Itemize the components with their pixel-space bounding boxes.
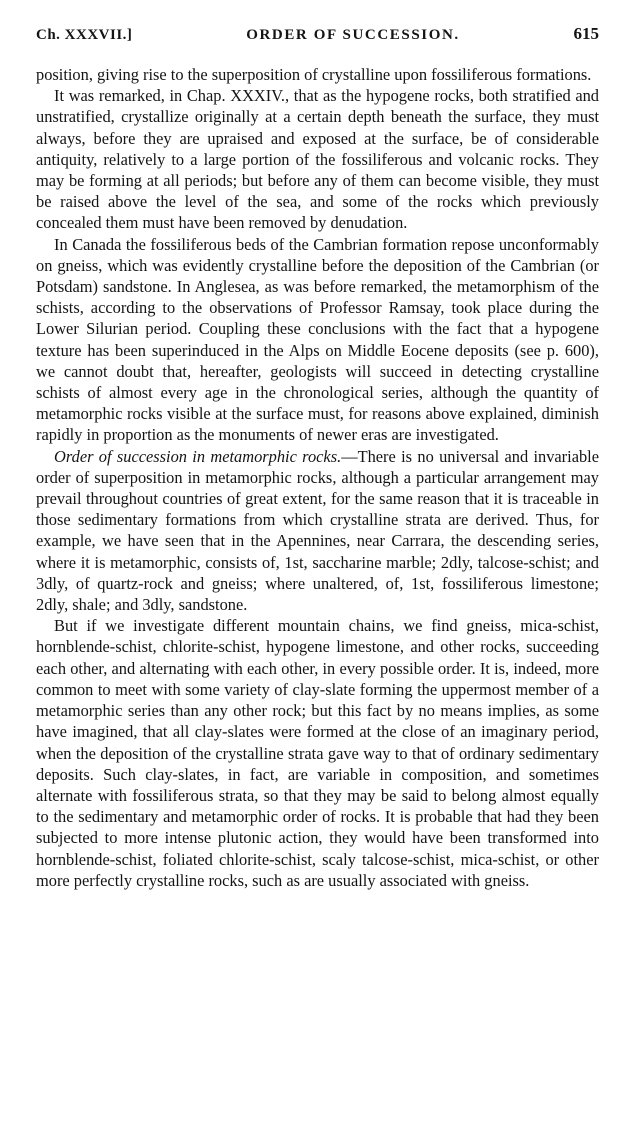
chapter-reference: Ch. XXXVII.] [36, 27, 133, 43]
running-title: ORDER OF SUCCESSION. [246, 27, 460, 43]
section-heading-italic: Order of succession in metamorphic rocks. [54, 446, 342, 466]
body-text [36, 64, 599, 891]
paragraph-order-text: —There is no universal and invariable order of superposition in metamorphic rocks, although a particular arrangement may prevail throughout countries of great extent, for the same reason that it is traceable in those sedimentary formations from which crystalline strata are derived. Thus, for example, we have seen that in the Apennines, near Carrara, the descending series, where it is metamorphic, consists of, 1st, saccharine marble; 2dly, talcose-schist; and 3dly, of quartz-rock and gneiss; where unaltered, of, 1st, fossiliferous limestone; 2dly, shale; and 3dly, sandstone. [36, 446, 599, 615]
paragraph-mountain-chains: But if we investigate different mountain chains, we find gneiss, mica-schist, hornblende-schist, chlorite-schist, hypogene limestone, and other rocks, succeeding each other, and alternating with each other, in every possible order. It is, indeed, more common to meet with some variety of clay-slate forming the uppermost member of a metamorphic series than any other rock; but this fact by no means implies, as some have imagined, that all clay-slates were formed at the close of an imaginary period, when the deposition of the crystalline strata gave way to that of ordinary sedimentary deposits. Such clay-slates, in fact, are variable in composition, and sometimes alternate with fossiliferous strata, so that they may be said to belong almost equally to the sedimentary and metamorphic order of rocks. It is probable that had they been subjected to more intense plutonic action, they would have been transformed into hornblende-schist, foliated chlorite-schist, scaly talcose-schist, mica-schist, or other more perfectly crystalline rocks, such as are usually associated with gneiss. [36, 616, 599, 890]
paragraph-continuation: position, giving rise to the superposition of crystalline upon fossiliferous formations. [36, 65, 592, 84]
running-header [36, 24, 599, 64]
paragraph-canada-cambrian: In Canada the fossiliferous beds of the Cambrian formation repose unconformably on gneiss, which was evidently crystalline before the deposition of the Cambrian (or Potsdam) sandstone. In Anglesea, as was before remarked, the metamorphism of the schists, according to the observations of Professor Ramsay, took place during the Lower Silurian period. Coupling these conclusions with the fact that a hypogene texture has been superinduced in the Alps on Middle Eocene deposits (see p. 600), we cannot doubt that, hereafter, geologists will succeed in detecting crystalline schists of almost every age in the chronological series, although the quantity of metamorphic rocks visible at the surface must, for reasons above explained, diminish rapidly in proportion as the monuments of newer eras are investigated. [36, 234, 599, 445]
book-page [36, 24, 599, 891]
page-number: 615 [573, 24, 599, 43]
paragraph-hypogene-antiquity: It was remarked, in Chap. XXXIV., that as the hypogene rocks, both stratified and unstratified, crystallize originally at a certain depth beneath the surface, they must always, before they are upraised and exposed at the surface, be of considerable antiquity, relatively to a large portion of the fossiliferous and volcanic rocks. They may be forming at all periods; but before any of them can become visible, they must be raised above the level of the sea, and some of the rocks which previously concealed them must have been removed by denudation. [36, 86, 599, 233]
paragraph-order-of-succession [36, 446, 599, 616]
